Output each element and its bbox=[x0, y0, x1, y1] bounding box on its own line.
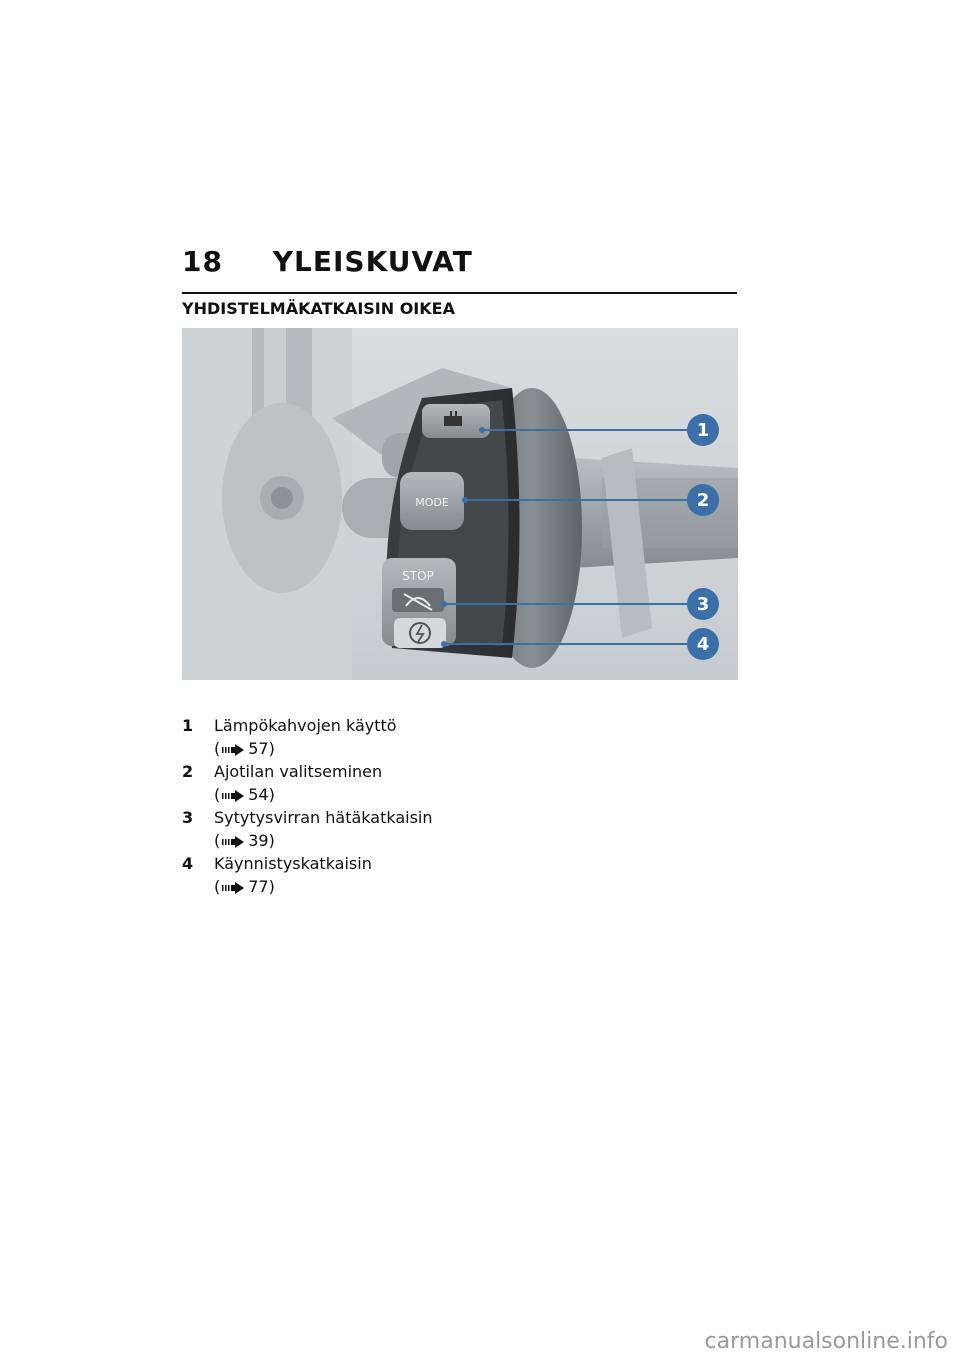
legend-number: 2 bbox=[182, 762, 194, 781]
chapter-title: YLEISKUVAT bbox=[272, 245, 473, 278]
legend-number: 4 bbox=[182, 854, 194, 873]
watermark: carmanualsonline.info bbox=[704, 1329, 948, 1354]
legend-text: Käynnistyskatkaisin bbox=[214, 854, 372, 873]
page-reference-arrow-icon bbox=[222, 882, 244, 894]
page-reference-link[interactable]: ( 39) bbox=[214, 831, 275, 850]
legend-number: 3 bbox=[182, 808, 194, 827]
engine-off-icon bbox=[392, 588, 444, 612]
callout-3: 3 bbox=[696, 594, 710, 615]
section-title: YHDISTELMÄKATKAISIN OIKEA bbox=[182, 299, 455, 318]
page-reference-arrow-icon bbox=[222, 744, 244, 756]
legend-item bbox=[182, 760, 737, 806]
mode-label: MODE bbox=[415, 496, 449, 509]
legend-number: 1 bbox=[182, 716, 194, 735]
legend-item bbox=[182, 806, 737, 852]
callout-2: 2 bbox=[696, 490, 710, 511]
legend-item bbox=[182, 714, 737, 760]
callout-1: 1 bbox=[696, 420, 710, 441]
switch-figure bbox=[182, 328, 738, 680]
legend-list bbox=[182, 714, 737, 898]
page-reference-arrow-icon bbox=[222, 790, 244, 802]
page-header bbox=[182, 245, 473, 278]
legend-text: Lämpökahvojen käyttö bbox=[214, 716, 397, 735]
page-reference-link[interactable]: ( 57) bbox=[214, 739, 275, 758]
legend-text: Sytytysvirran hätäkatkaisin bbox=[214, 808, 433, 827]
page-number: 18 bbox=[182, 245, 223, 278]
legend-item bbox=[182, 852, 737, 898]
page-reference-link[interactable]: ( 77) bbox=[214, 877, 275, 896]
page-reference-arrow-icon bbox=[222, 836, 244, 848]
page-reference-link[interactable]: ( 54) bbox=[214, 785, 275, 804]
stop-label: STOP bbox=[402, 569, 434, 583]
header-rule bbox=[182, 292, 737, 294]
legend-text: Ajotilan valitseminen bbox=[214, 762, 383, 781]
callout-4: 4 bbox=[696, 634, 710, 655]
